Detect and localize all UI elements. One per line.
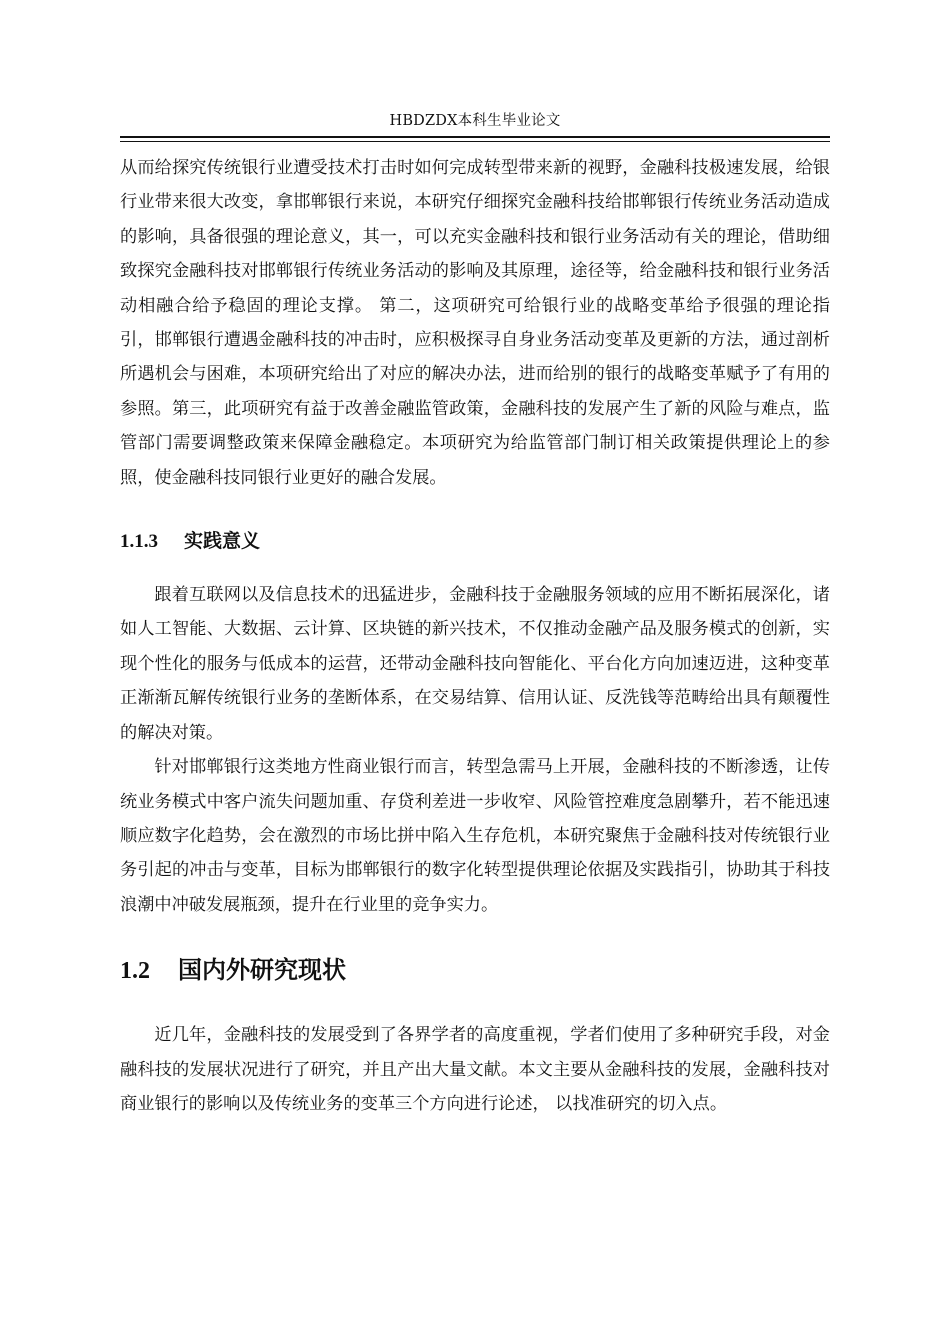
header-rule-thick bbox=[120, 136, 830, 138]
section-number: 1.1.3 bbox=[120, 531, 158, 553]
body-paragraph-continued: 从而给探究传统银行业遭受技术打击时如何完成转型带来新的视野，金融科技极速发展，给银行业带来很大改变，拿邯郸银行来说，本研究仔细探究金融科技给邯郸银行传统业务活动造成的影响，具备很强的理论意义，其一，可以充实金融科技和银行业务活动有关的理论，借助细致探究金融科技对邯郸银行传统业务活动的影响及其原理，途径等，给金融科技和银行业务活动相融合给予稳固的理论支撑。 第二，这项研究可给银行业的战略变革给予很强的理论指引，邯郸银行遭遇金融科技的冲击时，应积极探寻自身业务活动变革及更新的方法，通过剖析所遇机会与困难，本项研究给出了对应的解决办法，进而给别的银行的战略变革赋予了有用的参照。第三，此项研究有益于改善金融监管政策，金融科技的发展产生了新的风险与难点，监管部门需要调整政策来保障金融稳定。本项研究为给监管部门制订相关政策提供理论上的参照，使金融科技同银行业更好的融合发展。 bbox=[120, 158, 830, 488]
running-header-title: HBDZDX本科生毕业论文 bbox=[389, 113, 561, 129]
header-rule-thin bbox=[120, 141, 830, 142]
page-content bbox=[120, 151, 830, 1121]
section-title: 实践意义 bbox=[184, 530, 261, 553]
body-paragraph: 针对邯郸银行这类地方性商业银行而言，转型急需马上开展，金融科技的不断渗透，让传统业务模式中客户流失问题加重、存贷利差进一步收窄、风险管控难度急剧攀升，若不能迅速顺应数字化趋势，会在激烈的市场比拼中陷入生存危机，本研究聚焦于金融科技对传统银行业务引起的冲击与变革，目标为邯郸银行的数字化转型提供理论依据及实践指引，协助其于科技浪潮中冲破发展瓶颈，提升在行业里的竞争实力。 bbox=[120, 757, 830, 915]
section-title: 国内外研究现状 bbox=[178, 955, 346, 985]
body-paragraph: 近几年，金融科技的发展受到了各界学者的高度重视，学者们使用了多种研究手段，对金融科技的发展状况进行了研究，并且产出大量文献。本文主要从金融科技的发展，金融科技对商业银行的影响以及传统业务的变革三个方向进行论述， 以找准研究的切入点。 bbox=[120, 1025, 830, 1114]
section-number: 1.2 bbox=[120, 958, 150, 985]
body-paragraph: 跟着互联网以及信息技术的迅猛进步，金融科技于金融服务领域的应用不断拓展深化，诸如人工智能、大数据、云计算、区块链的新兴技术，不仅推动金融产品及服务模式的创新，实现个性化的服务与低成本的运营，还带动金融科技向智能化、平台化方向加速迈进，这种变革正渐渐瓦解传统银行业务的垄断体系，在交易结算、信用认证、反洗钱等范畴给出具有颠覆性的解决对策。 bbox=[120, 585, 830, 743]
section-heading-1-1-3 bbox=[120, 526, 830, 556]
section-heading-1-2 bbox=[120, 952, 830, 988]
